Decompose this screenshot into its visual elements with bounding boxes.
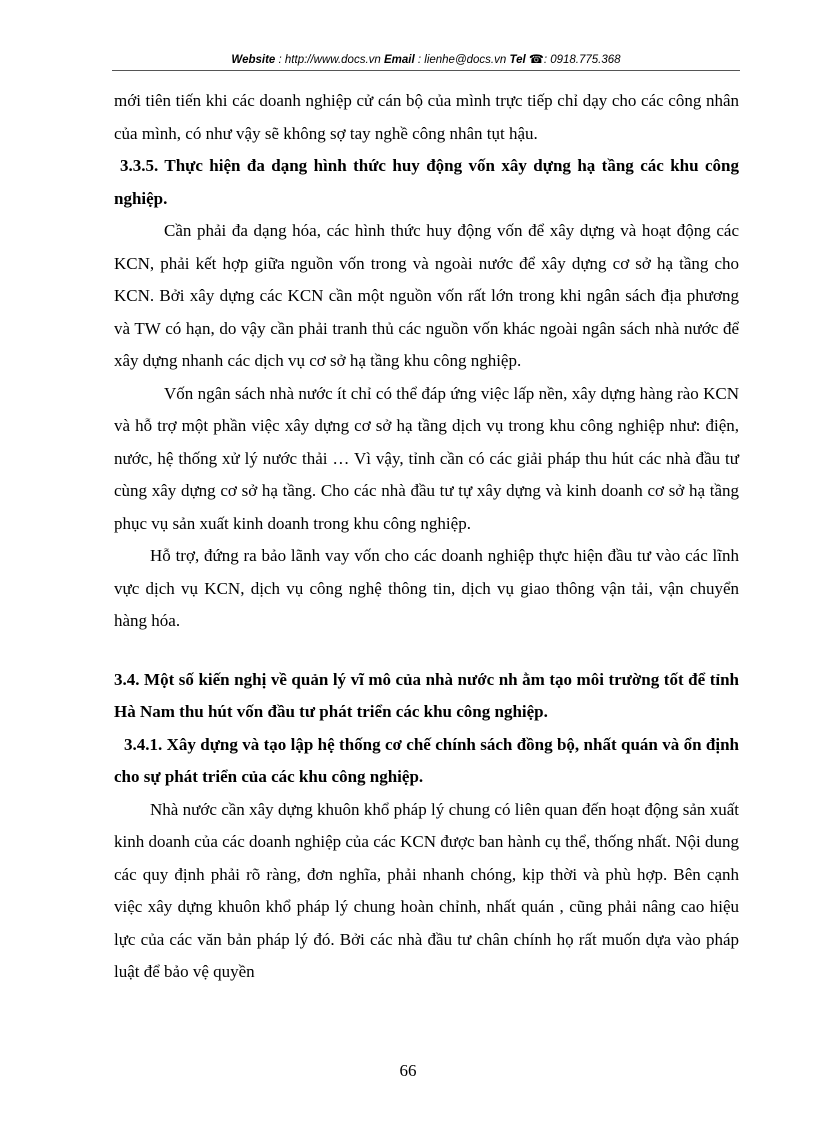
section-heading-3-4-1: 3.4.1. Xây dựng và tạo lập hệ thống cơ chế chính sách đồng bộ, nhất quán và ổn định cho sự phát triển của các khu công nghiệp. xyxy=(114,734,739,786)
paragraph-legal-framework: Nhà nước cần xây dựng khuôn khổ pháp lý chung có liên quan đến hoạt động sản xuất kinh doanh của các doanh nghiệp của các KCN được ban hành cụ thể, thống nhất. Nội dung các quy định phải rõ ràng, đơn nghĩa, phải nhanh chóng, kịp thời và phù hợp. Bên cạnh việc xây dựng khuôn khổ pháp lý chung hoàn chỉnh, nhất quán , cũng phải nâng cao hiệu lực của các văn bản pháp lý đó. Bởi các nhà đầu tư chân chính họ rất muốn dựa vào pháp luật để bảo vệ quyền xyxy=(114,799,739,981)
page-number: 66 xyxy=(399,1061,417,1080)
website-label: Website xyxy=(231,54,276,66)
section-heading-3-4: 3.4. Một số kiến nghị về quản lý vĩ mô của nhà nước nh ằm tạo môi trường tốt để tỉnh Hà Nam thu hút vốn đầu tư phát triển các khu công nghiệp. xyxy=(114,669,739,721)
email-label: Email xyxy=(383,54,415,66)
page-header xyxy=(112,51,740,68)
email-value: : lienhe@docs.vn xyxy=(417,54,507,66)
page-body xyxy=(114,85,739,989)
tel-label: Tel xyxy=(509,54,526,66)
tel-value: : 0918.775.368 xyxy=(543,54,621,66)
website-value: : http://www.docs.vn xyxy=(278,54,381,66)
paragraph-state-budget: Vốn ngân sách nhà nước ít chỉ có thể đáp ứng việc lấp nền, xây dựng hàng rào KCN và hỗ trợ một phần việc xây dựng cơ sở hạ tầng dịch vụ trong khu công nghiệp như: điện, nước, hệ thống xử lý nước thải … Vì vậy, tỉnh cần có các giải pháp thu hút các nhà đầu tư cùng xây dựng cơ sở hạ tầng. Cho các nhà đầu tư tự xây dựng và kinh doanh cơ sở hạ tầng phục vụ sản xuất kinh doanh trong khu công nghiệp. xyxy=(114,383,739,533)
spacer xyxy=(114,638,739,664)
phone-icon: ☎ xyxy=(528,52,544,66)
paragraph-continuation: mới tiên tiến khi các doanh nghiệp cử cán bộ của mình trực tiếp chỉ dạy cho các công nhân của mình, có như vậy sẽ không sợ tay nghề công nhân tụt hậu. xyxy=(114,91,739,143)
header-rule xyxy=(112,70,740,71)
paragraph-loan-guarantee: Hỗ trợ, đứng ra bảo lãnh vay vốn cho các doanh nghiệp thực hiện đầu tư vào các lĩnh vực dịch vụ KCN, dịch vụ công nghệ thông tin, dịch vụ giao thông vận tải, vận chuyển hàng hóa. xyxy=(114,546,739,630)
paragraph-capital-mobilization: Cần phải đa dạng hóa, các hình thức huy động vốn để xây dựng và hoạt động các KCN, phải kết hợp giữa nguồn vốn trong và ngoài nước để xây dựng cơ sở hạ tầng cho KCN. Bởi xây dựng các KCN cần một nguồn vốn rất lớn trong khi ngân sách địa phương và TW có hạn, do vậy cần phải tranh thủ các nguồn vốn khác ngoài ngân sách nhà nước để xây dựng nhanh các dịch vụ cơ sở hạ tầng khu công nghiệp. xyxy=(114,221,739,370)
section-heading-3-3-5: 3.3.5. Thực hiện đa dạng hình thức huy động vốn xây dựng hạ tầng các khu công nghiệp. xyxy=(114,156,739,208)
